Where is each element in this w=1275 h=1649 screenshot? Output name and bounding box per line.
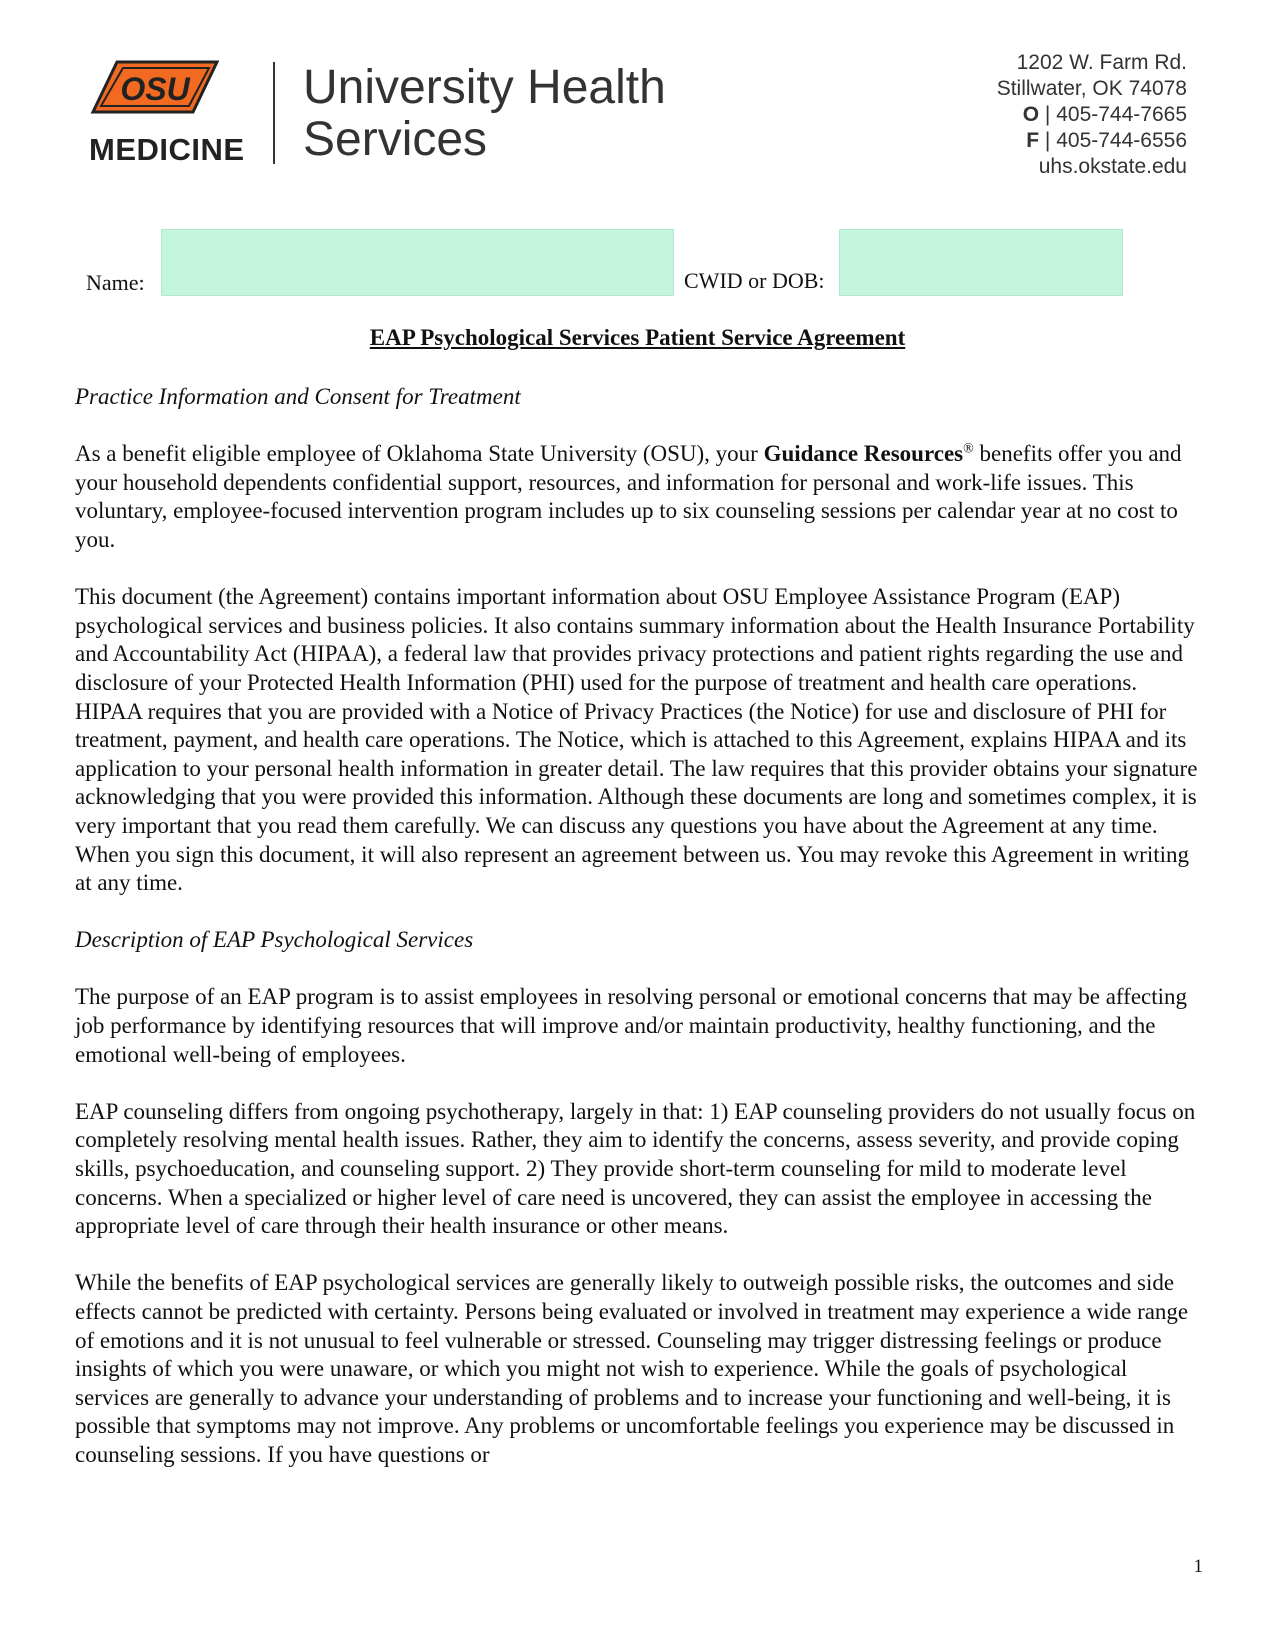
address-line1: 1202 W. Farm Rd.	[1016, 51, 1187, 74]
practice-info-heading: Practice Information and Consent for Treatment	[75, 384, 521, 409]
org-name-line1: University Health	[303, 61, 666, 114]
office-phone-line	[997, 102, 1187, 128]
registered-mark: ®	[963, 441, 974, 457]
cwid-dob-label: CWID or DOB:	[684, 268, 825, 293]
paragraph-purpose: The purpose of an EAP program is to assist employees in resolving personal or emotional concerns that may be affecting job performance by identifying resources that will improve and/or maintain productivity, healthy functioning, and the emotional well-being of employees.	[75, 984, 1188, 1067]
office-prefix: O	[1022, 103, 1040, 126]
contact-block	[997, 50, 1187, 180]
description-heading: Description of EAP Psychological Services	[75, 927, 474, 953]
name-label: Name:	[86, 270, 145, 295]
fax-phone: 405-744-6556	[1056, 129, 1187, 152]
document-body	[75, 383, 1205, 1498]
paragraph-benefits-part2: benefits offer you and your household dependents confidential support, resources, and information for personal and work-life issues. This voluntary, employee-focused intervention program includes up to six counseling sessions per calendar year at no cost to you.	[75, 441, 1182, 552]
org-name-line2: Services	[303, 113, 488, 166]
fax-separator: |	[1044, 129, 1051, 152]
cwid-dob-field[interactable]	[839, 229, 1123, 296]
name-field[interactable]	[161, 229, 674, 296]
paragraph-differences: EAP counseling differs from ongoing psychotherapy, largely in that: 1) EAP counseling providers do not usually focus on completely resolving mental health issues. Rather, they aim to identify the concerns, assess severity, and provide coping skills, psychoeducation, and counseling support. 2) They provide short-term counseling for mild to moderate level concerns. When a specialized or higher level of care need is uncovered, they can assist the employee in accessing the appropriate level of care through their health insurance or other means.	[75, 1098, 1196, 1239]
org-name	[303, 62, 666, 166]
header-divider	[273, 62, 275, 164]
phone-separator: |	[1044, 103, 1051, 126]
logo-mark-text: OSU	[120, 71, 190, 107]
osu-logo-icon	[89, 60, 219, 120]
paragraph-benefits	[75, 440, 1205, 554]
osu-medicine-logo	[89, 60, 289, 180]
fax-line	[997, 128, 1187, 154]
website: uhs.okstate.edu	[1038, 155, 1187, 178]
address-line2: Stillwater, OK 74078	[996, 77, 1187, 100]
paragraph-risks: While the benefits of EAP psychological services are generally likely to outweigh possible risks, the outcomes and side effects cannot be predicted with certainty. Persons being evaluated or involved in treatment may experience a wide range of emotions and it is not unusual to feel vulnerable or stressed. Counseling may trigger distressing feelings or produce insights of which you were unaware, or which you might not wish to experience. While the goals of psychological services are generally to advance your understanding of problems and to increase your functioning and well-being, it is possible that symptoms may not improve. Any problems or uncomfortable feelings you experience may be discussed in counseling sessions. If you have questions or	[75, 1270, 1189, 1467]
logo-caption: MEDICINE	[89, 132, 245, 167]
office-phone: 405-744-7665	[1056, 103, 1187, 126]
guidance-resources: Guidance Resources	[763, 441, 964, 467]
fax-prefix: F	[1026, 129, 1040, 152]
paragraph-agreement: This document (the Agreement) contains important information about OSU Employee Assistance Program (EAP) psychological services and business policies. It also contains summary information about the Health Insurance Portability and Accountability Act (HIPAA), a federal law that provides privacy protections and patient rights regarding the use and disclosure of your Protected Health Information (PHI) used for the purpose of treatment and health care operations. HIPAA requires that you are provided with a Notice of Privacy Practices (the Notice) for use and disclosure of PHI for treatment, payment, and health care operations. The Notice, which is attached to this Agreement, explains HIPAA and its application to your personal health information in greater detail. The law requires that this provider obtains your signature acknowledging that you were provided this information. Although these documents are long and sometimes complex, it is very important that you read them carefully. We can discuss any questions you have about the Agreement at any time. When you sign this document, it will also represent an agreement between us. You may revoke this Agreement in writing at any time.	[75, 584, 1198, 896]
paragraph-benefits-part1: As a benefit eligible employee of Oklahoma State University (OSU), your	[75, 441, 764, 467]
document-title: EAP Psychological Services Patient Service Agreement	[369, 325, 906, 350]
page-number: 1	[1193, 1556, 1203, 1577]
